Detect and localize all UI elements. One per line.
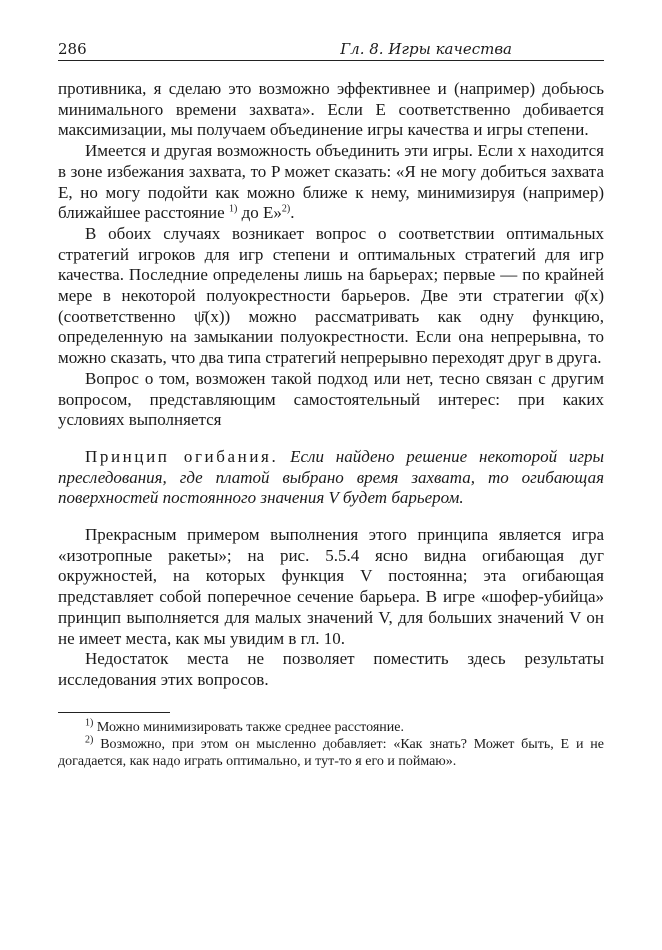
main-text: [58, 79, 604, 691]
footnote-ref-2: 2): [281, 203, 291, 215]
footnote-text: Возможно, при этом он мысленно добавляет: «Как знать? Может быть, E и не догадается, как надо играть оптимально, и тут-то я его и поймаю».: [58, 736, 604, 769]
paragraph-6: Недостаток места не позволяет поместить здесь результаты исследования этих вопросов.: [58, 649, 604, 689]
paragraph-2: [58, 141, 604, 224]
paragraph-2-text-mid: до E»: [237, 203, 282, 223]
book-page: [58, 36, 604, 770]
principle-label: Принцип огибания.: [85, 446, 279, 466]
footnotes: [58, 719, 604, 770]
paragraph-1: противника, я сделаю это возможно эффективнее и (например) добьюсь минимального времени захвата». Если E соответственно добивается максимизации, мы получаем объединение игры качества и игры степени.: [58, 79, 604, 140]
footnote-marker: 2): [85, 734, 94, 746]
paragraph-4: Вопрос о том, возможен такой подход или нет, тесно связан с другим вопросом, представляющим самостоятельный интерес: при каких условиях выполняется: [58, 368, 604, 430]
footnote-divider: [58, 712, 170, 713]
footnote-1: [58, 719, 604, 736]
paragraph-3: В обоих случаях возникает вопрос о соответствии оптимальных стратегий игроков для игр степени и оптимальных стратегий для игр качества. Последние определены лишь на барьерах; первые — по крайней мере в некоторой полуокрестности барьеров. Две эти стратегии φ̄(x) (соответственно ψ̄(x)) можно рассматривать как одну функцию, определенную на замыкании полуокрестности. Если она непрерывна, то можно сказать, что два типа стратегий непрерывно переходят друг в друга.: [58, 223, 604, 368]
footnote-text: Можно минимизировать также среднее расстояние.: [93, 719, 404, 735]
paragraph-2-text: Имеется и другая возможность объединить эти игры. Если x находится в зоне избежания захвата, то P может сказать: «Я не могу добиться захвата E, но могу подойти как можно ближе к нему, минимизируя (например) ближайшее расстояние: [58, 141, 604, 223]
page-number: 286: [58, 40, 87, 58]
footnote-2: [58, 736, 604, 770]
footnote-marker: 1): [85, 717, 94, 729]
paragraph-5: Прекрасным примером выполнения этого принципа является игра «изотропные ракеты»; на рис. 5.5.4 ясно видна огибающая дуг окружностей, на которых функция V постоянна; эта огибающая представляет собой поперечное сечение барьера. В игре «шофер-убийца» принцип выполняется для малых значений V, для больших значений V он не имеет места, как мы увидим в гл. 10.: [58, 525, 604, 648]
running-title: Гл. 8. Игры качества: [340, 40, 512, 58]
page-header: [58, 36, 604, 61]
principle-body: Если найдено решение некоторой игры преследования, где платой выбрано время захвата, то огибающая поверхностей постоянного значения V будет барьером.: [58, 446, 605, 508]
principle-statement: [58, 447, 604, 509]
paragraph-2-text-end: .: [290, 203, 295, 223]
footnote-ref-1: 1): [228, 203, 238, 215]
